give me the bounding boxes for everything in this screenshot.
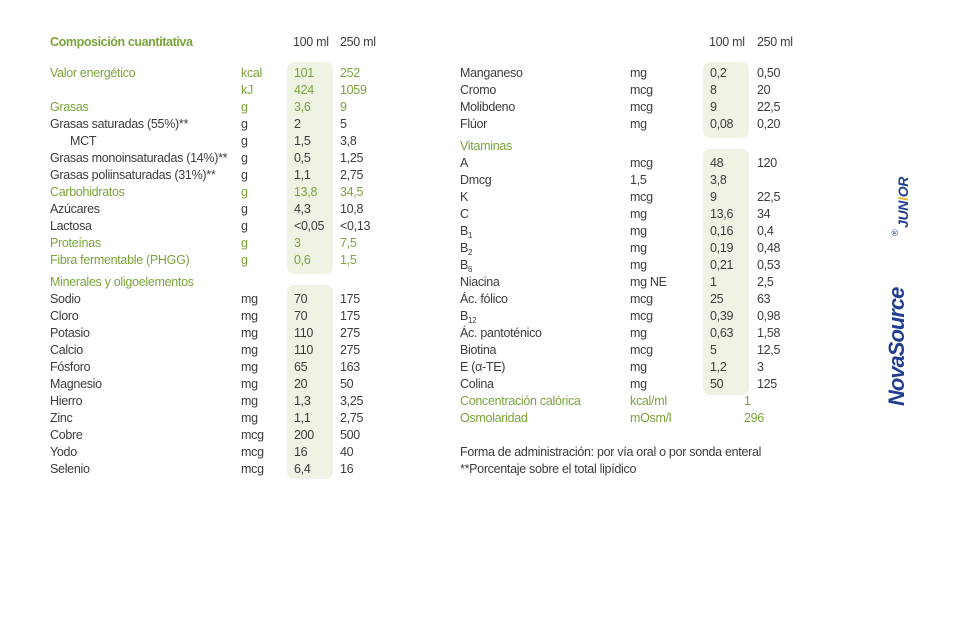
mineral-unit: mg <box>241 343 258 357</box>
nutrient-label: Valor energético <box>50 66 136 80</box>
mineral-unit: mcg <box>241 462 264 476</box>
nutrient-value-250ml: <0,13 <box>340 219 371 233</box>
logo-wordmark: NovaSource <box>884 287 909 406</box>
vitamin-label: Dmcg <box>460 173 492 187</box>
vitamin-value-100ml: 0,21 <box>710 258 734 272</box>
mineral-unit: mg <box>241 309 258 323</box>
trace-mineral-value-100ml: 0,2 <box>710 66 727 80</box>
vitamin-value-100ml: 25 <box>710 292 724 306</box>
vitamin-value-100ml: 50 <box>710 377 724 391</box>
logo-trademark: ® <box>890 229 900 236</box>
trace-mineral-unit: mcg <box>630 83 653 97</box>
vitamin-value-250ml: 3 <box>757 360 764 374</box>
logo-junior: JUNIOR <box>895 176 911 228</box>
trace-mineral-value-100ml: 8 <box>710 83 717 97</box>
trace-mineral-unit: mcg <box>630 100 653 114</box>
trace-mineral-value-100ml: 0,08 <box>710 117 734 131</box>
vitamin-unit: mcg <box>630 292 653 306</box>
vitamin-unit: mg NE <box>630 275 667 289</box>
nutrient-value-250ml: 1,25 <box>340 151 364 165</box>
mineral-unit: mg <box>241 411 258 425</box>
nutrient-unit: g <box>241 253 248 267</box>
extra-value: 296 <box>744 411 764 425</box>
mineral-value-250ml: 175 <box>340 309 360 323</box>
mineral-unit: mg <box>241 377 258 391</box>
administration-note: Forma de administración: por vía oral o por sonda enteral <box>460 445 762 459</box>
vitamin-label: $B_2$ <box>460 241 473 257</box>
nutrient-unit: g <box>241 219 248 233</box>
nutrient-value-250ml: 10,8 <box>340 202 364 216</box>
vitamin-value-250ml: 0,4 <box>757 224 774 238</box>
novasource-junior-logo <box>884 162 914 408</box>
left-col-100-header: 100 ml <box>293 35 329 49</box>
vitamin-label: $B_6$ <box>460 258 473 274</box>
trace-mineral-label: Cromo <box>460 83 497 97</box>
nutrient-label: Carbohidratos <box>50 185 125 199</box>
vitamin-label: Ác. pantoténico <box>460 326 542 340</box>
mineral-label: Sodio <box>50 292 81 306</box>
vitamin-value-100ml: 3,8 <box>710 173 727 187</box>
vitamin-unit: mcg <box>630 309 653 323</box>
vitamin-unit: mcg <box>630 190 653 204</box>
vitamin-value-250ml: 120 <box>757 156 777 170</box>
mineral-value-100ml: 65 <box>294 360 308 374</box>
mineral-value-250ml: 16 <box>340 462 354 476</box>
extra-unit: kcal/ml <box>630 394 667 408</box>
mineral-value-100ml: 70 <box>294 309 308 323</box>
mineral-label: Calcio <box>50 343 83 357</box>
mineral-label: Cloro <box>50 309 79 323</box>
vitamin-value-250ml: 22,5 <box>757 190 781 204</box>
nutrient-unit: g <box>241 100 248 114</box>
nutrient-label: Lactosa <box>50 219 92 233</box>
mineral-unit: mg <box>241 394 258 408</box>
nutrient-label: Grasas poliinsaturadas (31%)** <box>50 168 216 182</box>
vitamin-unit: mg <box>630 241 647 255</box>
nutrient-unit: g <box>241 236 248 250</box>
mineral-value-100ml: 70 <box>294 292 308 306</box>
nutrient-unit: g <box>241 151 248 165</box>
extra-label: Osmolaridad <box>460 411 528 425</box>
vitamins-title-text: Vitaminas <box>460 139 512 153</box>
extra-label: Concentración calórica <box>460 394 581 408</box>
nutrient-value-250ml: 34,5 <box>340 185 364 199</box>
vitamin-label: Colina <box>460 377 494 391</box>
nutrient-label: Proteínas <box>50 236 101 250</box>
nutrient-label: MCT <box>70 134 97 148</box>
lipid-footnote: **Porcentaje sobre el total lipídico <box>460 462 637 476</box>
nutrient-value-100ml: 3,6 <box>294 100 311 114</box>
nutrient-value-100ml: 4,3 <box>294 202 311 216</box>
vitamin-unit: mg <box>630 258 647 272</box>
mineral-value-250ml: 275 <box>340 326 360 340</box>
vitamin-value-100ml: 0,63 <box>710 326 734 340</box>
trace-mineral-label: Molibdeno <box>460 100 515 114</box>
mineral-label: Potasio <box>50 326 90 340</box>
vitamin-unit: mg <box>630 224 647 238</box>
mineral-value-100ml: 110 <box>294 326 314 340</box>
nutrient-value-250ml: 252 <box>340 66 360 80</box>
mineral-value-250ml: 2,75 <box>340 411 364 425</box>
page-title: Composición cuantitativa <box>50 35 193 49</box>
nutrient-unit: g <box>241 134 248 148</box>
nutrient-value-100ml: 1,5 <box>294 134 311 148</box>
vitamin-unit: mg <box>630 377 647 391</box>
vitamin-unit: mcg <box>630 156 653 170</box>
vitamin-value-100ml: 13,6 <box>710 207 734 221</box>
vitamin-label: Niacina <box>460 275 500 289</box>
trace-mineral-value-250ml: 0,20 <box>757 117 781 131</box>
vitamin-value-100ml: 1 <box>710 275 717 289</box>
trace-mineral-label: Manganeso <box>460 66 523 80</box>
nutrient-unit: g <box>241 117 248 131</box>
mineral-value-100ml: 1,1 <box>294 411 311 425</box>
nutrient-value-100ml: 2 <box>294 117 301 131</box>
nutrient-label: Grasas <box>50 100 89 114</box>
extra-unit: mOsm/l <box>630 411 672 425</box>
nutrient-value-100ml: 3 <box>294 236 301 250</box>
vitamin-value-250ml: 0,53 <box>757 258 781 272</box>
mineral-value-100ml: 16 <box>294 445 308 459</box>
nutrient-unit: g <box>241 185 248 199</box>
mineral-label: Magnesio <box>50 377 102 391</box>
nutrient-value-100ml: 424 <box>294 83 314 97</box>
mineral-value-250ml: 163 <box>340 360 360 374</box>
right-col-100-header: 100 ml <box>709 35 745 49</box>
mineral-unit: mg <box>241 326 258 340</box>
nutrient-value-100ml: 13,8 <box>294 185 318 199</box>
nutrient-value-250ml: 5 <box>340 117 347 131</box>
trace-mineral-value-100ml: 9 <box>710 100 717 114</box>
mineral-unit: mcg <box>241 445 264 459</box>
nutrient-value-250ml: 7,5 <box>340 236 357 250</box>
vitamin-value-100ml: 0,19 <box>710 241 734 255</box>
mineral-unit: mg <box>241 360 258 374</box>
logo-svg <box>884 162 914 408</box>
vitamin-unit: mcg <box>630 343 653 357</box>
nutrient-value-100ml: 1,1 <box>294 168 311 182</box>
trace-mineral-value-250ml: 22,5 <box>757 100 781 114</box>
vitamin-label: $B_1$ <box>460 224 473 240</box>
nutrient-value-250ml: 3,8 <box>340 134 357 148</box>
nutrient-label: Fibra fermentable (PHGG) <box>50 253 190 267</box>
mineral-unit: mg <box>241 292 258 306</box>
trace-mineral-label: Flúor <box>460 117 487 131</box>
nutrient-unit: g <box>241 168 248 182</box>
mineral-value-250ml: 3,25 <box>340 394 364 408</box>
nutrient-value-100ml: 0,5 <box>294 151 311 165</box>
trace-mineral-unit: mg <box>630 66 647 80</box>
vitamin-label: Biotina <box>460 343 497 357</box>
mineral-label: Cobre <box>50 428 83 442</box>
nutrient-value-250ml: 1059 <box>340 83 367 97</box>
vitamin-value-100ml: 5 <box>710 343 717 357</box>
vitamin-label: $B_{12}$ <box>460 309 477 325</box>
mineral-unit: mcg <box>241 428 264 442</box>
vitamin-value-250ml: 34 <box>757 207 771 221</box>
nutrient-value-250ml: 1,5 <box>340 253 357 267</box>
vitamin-label: A <box>460 156 469 170</box>
mineral-label: Hierro <box>50 394 83 408</box>
nutrient-label: Grasas monoinsaturadas (14%)** <box>50 151 228 165</box>
right-col-250-header: 250 ml <box>757 35 793 49</box>
nutrient-unit: kJ <box>241 83 253 97</box>
nutrient-value-250ml: 9 <box>340 100 347 114</box>
trace-mineral-unit: mg <box>630 117 647 131</box>
nutrient-unit: kcal <box>241 66 263 80</box>
mineral-value-250ml: 40 <box>340 445 354 459</box>
mineral-value-250ml: 175 <box>340 292 360 306</box>
vitamin-value-100ml: 0,16 <box>710 224 734 238</box>
vitamin-unit: mg <box>630 326 647 340</box>
vitamin-value-250ml: 1,58 <box>757 326 781 340</box>
vitamin-unit: mg <box>630 360 647 374</box>
nutrient-value-100ml: 101 <box>294 66 314 80</box>
mineral-label: Zinc <box>50 411 73 425</box>
vitamin-value-250ml: 2,5 <box>757 275 774 289</box>
nutrient-label: Grasas saturadas (55%)** <box>50 117 189 131</box>
mineral-label: Fósforo <box>50 360 91 374</box>
mineral-label: Selenio <box>50 462 90 476</box>
vitamin-value-100ml: 1,2 <box>710 360 727 374</box>
vitamin-unit: mg <box>630 207 647 221</box>
mineral-value-100ml: 6,4 <box>294 462 311 476</box>
nutrient-value-250ml: 2,75 <box>340 168 364 182</box>
extra-value: 1 <box>744 394 751 408</box>
nutrient-label: Azúcares <box>50 202 100 216</box>
mineral-label: Yodo <box>50 445 77 459</box>
mineral-value-100ml: 20 <box>294 377 308 391</box>
vitamin-label: Ác. fólico <box>460 292 508 306</box>
vitamin-unit: 1,5 <box>630 173 647 187</box>
left-col-250-header: 250 ml <box>340 35 376 49</box>
mineral-value-100ml: 110 <box>294 343 314 357</box>
mineral-value-250ml: 50 <box>340 377 354 391</box>
nutrient-value-100ml: 0,6 <box>294 253 311 267</box>
vitamin-value-100ml: 0,39 <box>710 309 734 323</box>
mineral-value-250ml: 275 <box>340 343 360 357</box>
vitamin-value-250ml: 12,5 <box>757 343 781 357</box>
vitamin-value-100ml: 48 <box>710 156 724 170</box>
vitamin-label: K <box>460 190 469 204</box>
vitamin-value-250ml: 63 <box>757 292 771 306</box>
vitamin-label: E (α-TE) <box>460 360 506 374</box>
vitamin-value-100ml: 9 <box>710 190 717 204</box>
vitamin-value-250ml: 125 <box>757 377 777 391</box>
vitamin-value-250ml: 0,98 <box>757 309 781 323</box>
vitamin-label: C <box>460 207 469 221</box>
minerals-title-text: Minerales y oligoelementos <box>50 275 194 289</box>
mineral-value-100ml: 1,3 <box>294 394 311 408</box>
mineral-value-250ml: 500 <box>340 428 360 442</box>
trace-mineral-value-250ml: 20 <box>757 83 771 97</box>
mineral-value-100ml: 200 <box>294 428 314 442</box>
nutrient-value-100ml: <0,05 <box>294 219 325 233</box>
nutrient-unit: g <box>241 202 248 216</box>
vitamin-value-250ml: 0,48 <box>757 241 781 255</box>
trace-mineral-value-250ml: 0,50 <box>757 66 781 80</box>
